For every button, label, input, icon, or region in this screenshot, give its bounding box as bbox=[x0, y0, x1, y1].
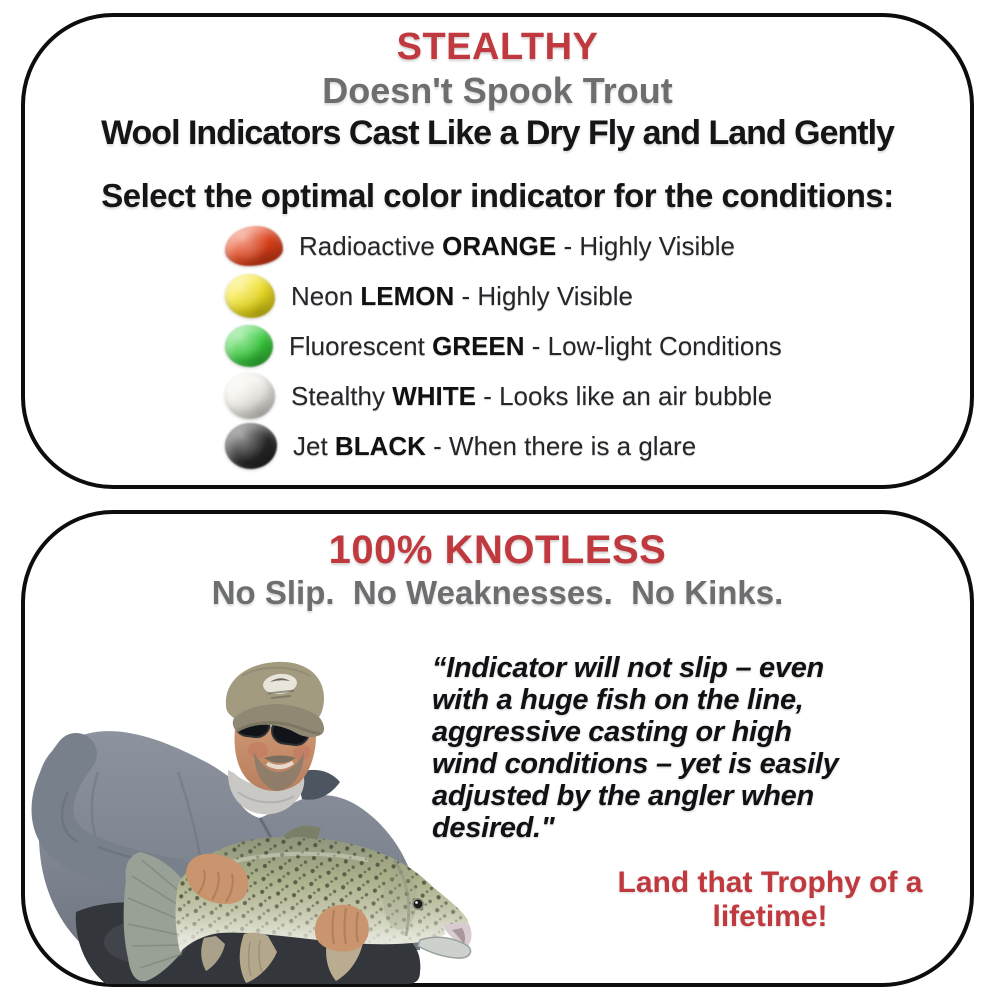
stealthy-tagline: Wool Indicators Cast Like a Dry Fly and Land Gently bbox=[101, 114, 894, 153]
select-color-heading: Select the optimal color indicator for the conditions: bbox=[101, 177, 894, 215]
cta-line: Land that Trophy of a bbox=[617, 866, 923, 899]
quote-line: with a huge fish on the line, bbox=[432, 684, 804, 716]
testimonial-quote bbox=[432, 652, 962, 844]
knotless-subtitle: No Slip. No Weaknesses. No Kinks. bbox=[211, 574, 784, 611]
cta-line: lifetime! bbox=[712, 900, 828, 933]
list-item bbox=[225, 421, 970, 471]
stealthy-panel bbox=[21, 13, 974, 489]
cta-text bbox=[555, 866, 985, 934]
list-item-label: Jet BLACK - When there is a glare bbox=[293, 430, 697, 461]
quote-line: “Indicator will not slip – even bbox=[432, 652, 824, 684]
quote-line: adjusted by the angler when bbox=[432, 780, 814, 812]
black-wool-swatch bbox=[225, 423, 277, 469]
list-item bbox=[225, 221, 970, 271]
list-item bbox=[225, 271, 970, 321]
stealthy-title: STEALTHY bbox=[396, 26, 599, 68]
orange-wool-swatch bbox=[225, 226, 283, 266]
stealthy-subtitle: Doesn't Spook Trout bbox=[322, 69, 673, 111]
white-wool-swatch bbox=[225, 373, 275, 419]
indicator-color-list bbox=[225, 221, 970, 471]
list-item-label: Radioactive ORANGE - Highly Visible bbox=[299, 230, 735, 261]
quote-line: wind conditions – yet is easily bbox=[432, 748, 839, 780]
list-item bbox=[225, 321, 970, 371]
list-item-label: Neon LEMON - Highly Visible bbox=[291, 280, 633, 311]
lemon-wool-swatch bbox=[225, 274, 275, 318]
list-item bbox=[225, 371, 970, 421]
quote-line: aggressive casting or high bbox=[432, 716, 792, 748]
green-wool-swatch bbox=[225, 325, 273, 367]
list-item-label: Stealthy WHITE - Looks like an air bubble bbox=[291, 380, 773, 411]
list-item-label: Fluorescent GREEN - Low-light Conditions bbox=[289, 330, 782, 361]
angler-trout-photo bbox=[28, 642, 490, 988]
knotless-title: 100% KNOTLESS bbox=[328, 528, 667, 572]
quote-line: desired." bbox=[432, 812, 555, 844]
